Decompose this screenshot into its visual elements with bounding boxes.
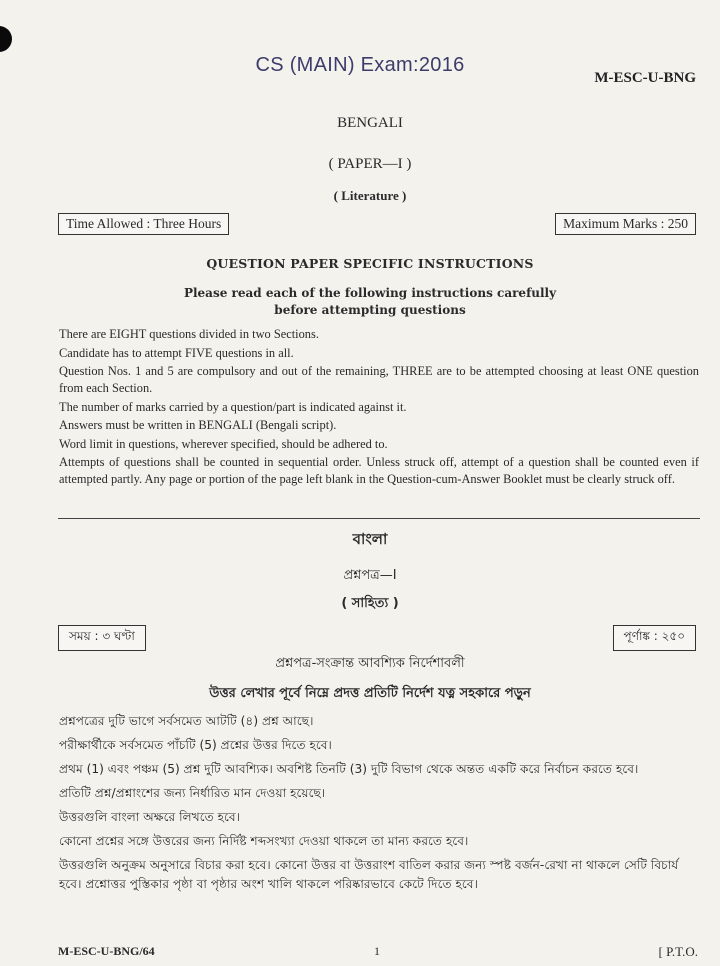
instruction-item: Question Nos. 1 and 5 are compulsory and out of the remaining, THREE are to be attempted choosing at least ONE question from each Section. (59, 364, 699, 395)
footer-page-number: 1 (374, 944, 380, 958)
footer-paper-code: M-ESC-U-BNG/64 (58, 944, 155, 958)
bengali-time-box: সময় : ৩ ঘণ্টা (58, 625, 146, 651)
binder-hole (0, 26, 12, 52)
instructions-heading: QUESTION PAPER SPECIFIC INSTRUCTIONS (206, 256, 534, 271)
bengali-marks-box: পূর্ণাঙ্ক : ২৫০ (613, 625, 696, 651)
subject-title: BENGALI (337, 115, 403, 131)
section-divider (58, 518, 700, 519)
subheading-line-1: Please read each of the following instructions carefully (183, 286, 557, 300)
instruction-item: The number of marks carried by a question/part is indicated against it. (59, 399, 407, 414)
bengali-instruction-item: পরীক্ষার্থীকে সর্বসমেত পাঁচটি (5) প্রশ্নের উত্তর দিতে হবে। (59, 738, 332, 752)
bengali-instruction-item: প্রশ্নপত্রের দুটি ভাগে সর্বসমেত আটটি (৪) প্রশ্ন আছে। (59, 714, 314, 728)
bengali-instruction-item: প্রতিটি প্রশ্ন/প্রশ্নাংশের জন্য নির্ধারিত মান দেওয়া হয়েছে। (59, 786, 326, 800)
time-allowed-box: Time Allowed : Three Hours (58, 213, 229, 235)
bengali-instruction-item: উত্তরগুলি বাংলা অক্ষরে লিখতে হবে। (59, 810, 241, 824)
bengali-instructions-subheading: উত্তর লেখার পূর্বে নিম্নে প্রদত্ত প্রতিটি নির্দেশ যত্ন সহকারে পড়ুন (209, 686, 531, 701)
bengali-paper-number: প্রশ্নপত্র—I (343, 568, 397, 583)
bengali-subject-title: বাংলা (352, 530, 388, 548)
bengali-instruction-item: প্রথম (1) এবং পঞ্চম (5) প্রশ্ন দুটি আবশ্যিক। অবশিষ্ট তিনটি (3) দুটি বিভাগ থেকে অন্তত একটি করে নির্বাচন করতে হবে। (59, 762, 639, 776)
bengali-instruction-item: কোনো প্রশ্নের সঙ্গে উত্তরের জন্য নির্দিষ্ট শব্দসংখ্যা দেওয়া থাকলে তা মান্য করতে হবে। (59, 834, 469, 848)
paper-code: M-ESC-U-BNG (594, 70, 696, 86)
footer-pto: [ P.T.O. (658, 944, 698, 959)
instructions-subheading (0, 285, 720, 319)
bengali-instructions (59, 712, 699, 899)
bengali-paper-subtitle: ( সাহিত্য ) (341, 596, 399, 611)
instruction-item: Word limit in questions, wherever specified, should be adhered to. (59, 436, 388, 451)
english-instructions (59, 326, 699, 490)
instruction-item: Answers must be written in BENGALI (Bengali script). (59, 418, 337, 433)
instruction-item: Attempts of questions shall be counted in sequential order. Unless struck off, attempt of a question shall be counted even if attempted partly. Any page or portion of the page left blank in the Question-cum-Answer Booklet must be clearly struck off. (59, 455, 699, 487)
instruction-item: There are EIGHT questions divided in two Sections. (59, 327, 319, 341)
exam-title: CS (MAIN) Exam:2016 (255, 54, 465, 76)
paper-subtitle: ( Literature ) (333, 188, 407, 203)
bengali-instruction-item: উত্তরগুলি অনুক্রম অনুসারে বিচার করা হবে। কোনো উত্তর বা উত্তরাংশ বাতিল করার জন্য স্পষ্ট বর্জন-রেখা না থাকলে সেটি বিচার্য হবে। প্রশ্নোত্তর পুস্তিকার পৃষ্ঠা বা পৃষ্ঠার অংশ খালি থাকলে পরিষ্কারভাবে কেটে দিতে হবে। (59, 858, 679, 891)
instruction-item: Candidate has to attempt FIVE questions in all. (59, 345, 294, 360)
subheading-line-2: before attempting questions (274, 303, 466, 317)
bengali-instructions-heading: প্রশ্নপত্র-সংক্রান্ত আবশ্যিক নির্দেশাবলী (275, 656, 465, 671)
paper-number: ( PAPER—I ) (328, 156, 412, 172)
maximum-marks-box: Maximum Marks : 250 (555, 213, 696, 235)
